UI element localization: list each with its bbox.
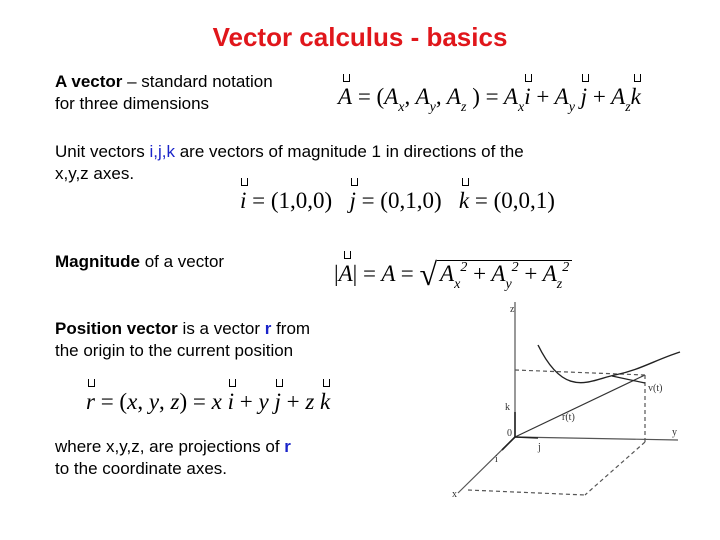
unit-vectors-pre: Unit vectors bbox=[55, 142, 150, 161]
position-vector-formula: r = (x, y, z) = x i + y j + z k bbox=[86, 389, 331, 414]
coordinate-figure bbox=[440, 290, 700, 510]
projections-text bbox=[55, 436, 385, 480]
y-axis bbox=[515, 437, 678, 440]
vector-notation-bold: A vector bbox=[55, 72, 123, 91]
unit-vectors-formula: i = (1,0,0) j = (0,1,0) k = (0,0,1) bbox=[240, 188, 555, 213]
position-vector-line2: the origin to the current position bbox=[55, 341, 294, 360]
i-label: i bbox=[495, 454, 498, 465]
unit-vectors-ijk: i,j,k bbox=[149, 142, 175, 161]
velocity-label: v(t) bbox=[648, 383, 663, 394]
z-axis-label: z bbox=[510, 304, 515, 315]
position-vector-post: from bbox=[271, 319, 311, 338]
position-vector-bold: Position vector bbox=[55, 319, 178, 338]
y-axis-label: y bbox=[672, 427, 677, 438]
x-axis-label: x bbox=[452, 489, 457, 500]
projections-line2: to the coordinate axes. bbox=[55, 459, 228, 478]
unit-vectors-post: are vectors of magnitude 1 in directions of the bbox=[174, 142, 524, 161]
position-vector-r: r bbox=[264, 319, 272, 338]
magnitude-label bbox=[55, 251, 224, 273]
position-vector-text bbox=[55, 318, 385, 362]
vector-notation-rest: – standard notation bbox=[122, 72, 273, 91]
magnitude-rest: of a vector bbox=[140, 252, 225, 271]
k-label: k bbox=[505, 402, 510, 413]
origin-label: 0 bbox=[507, 428, 512, 439]
vector-notation-line2: for three dimensions bbox=[55, 94, 210, 113]
projections-r: r bbox=[284, 437, 291, 456]
vector-notation-formula: $A = (A_x$, $A_y$, $A_z$ ) = $A_xi + A_y$ $j + A_zk$ bbox=[338, 84, 641, 115]
trajectory-curve bbox=[538, 345, 680, 383]
vector-notation-label bbox=[55, 71, 273, 115]
projections-pre: where x,y,z, are projections of bbox=[55, 437, 285, 456]
magnitude-formula: |A| = A = √ $A_x^2 + A_y^2 + A_z^2$ bbox=[334, 252, 572, 289]
page-title: Vector calculus - basics bbox=[212, 22, 508, 52]
j-label: j bbox=[538, 442, 541, 453]
unit-vectors-line2: x,y,z axes. bbox=[55, 164, 135, 183]
magnitude-bold: Magnitude bbox=[55, 252, 140, 271]
position-vector-mid: is a vector bbox=[177, 319, 265, 338]
position-label: r(t) bbox=[562, 412, 575, 423]
unit-vectors-text bbox=[55, 141, 665, 185]
